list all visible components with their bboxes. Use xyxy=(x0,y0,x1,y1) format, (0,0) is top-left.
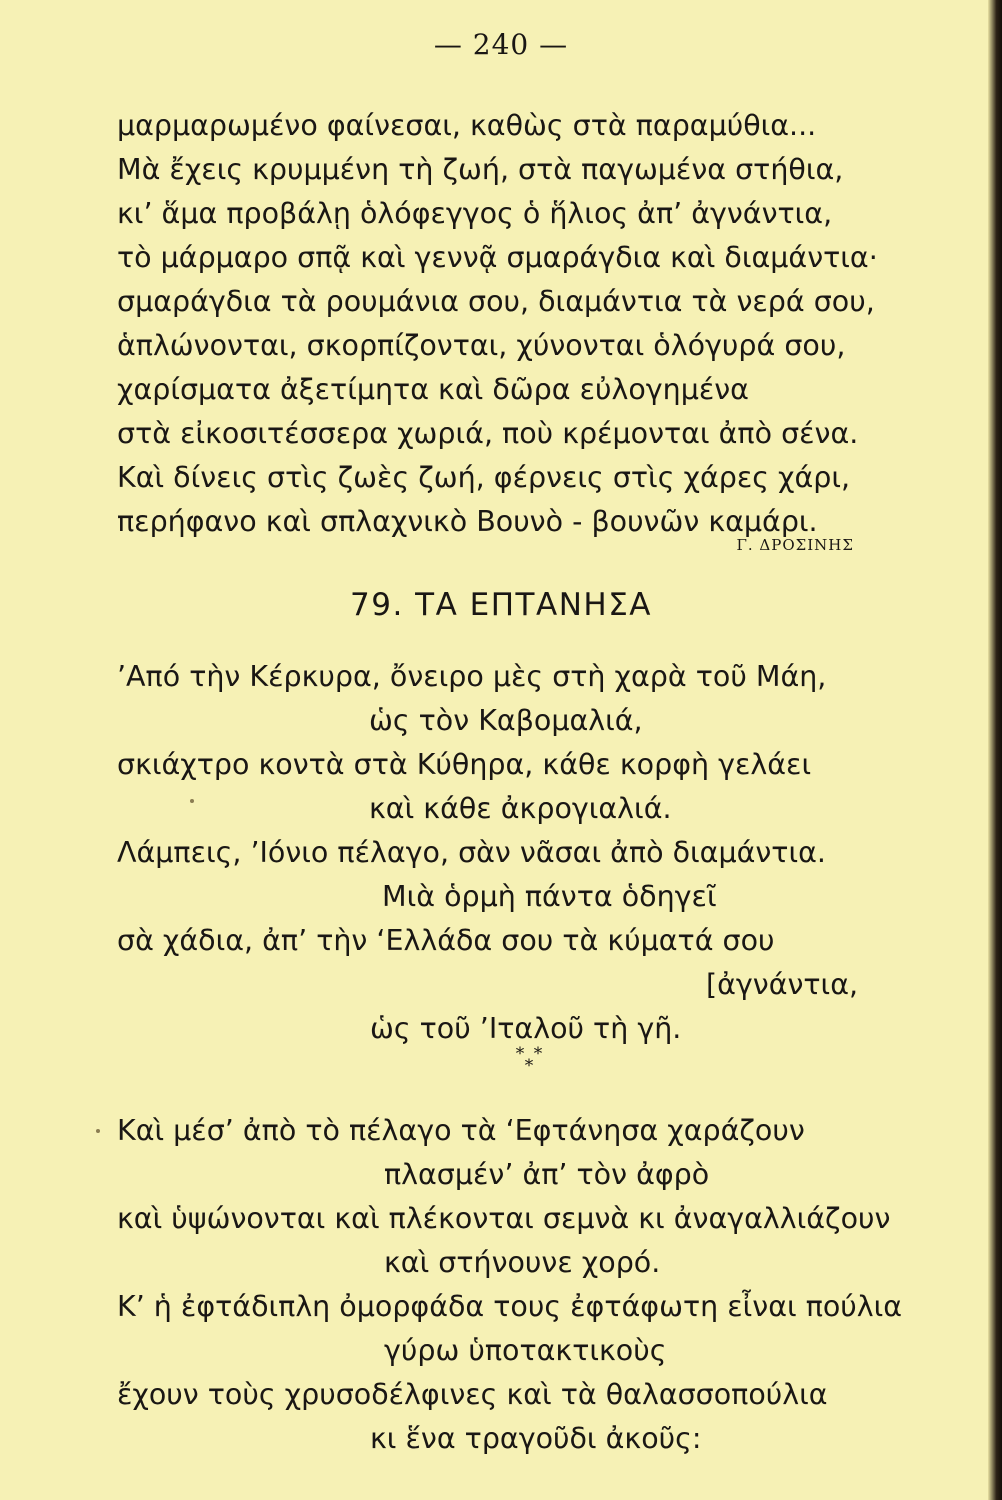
separator-glyph: * * * xyxy=(515,1044,545,1076)
verse-line: σὰ χάδια, ἀπ’ τὴν ‘Ελλάδα σου τὰ κύματά σου xyxy=(117,924,775,957)
verse-line: κι’ ἅμα προβάλῃ ὁλόφεγγος ὁ ἥλιος ἀπ’ ἀγνάντια, xyxy=(117,197,833,230)
verse-line-indented: γύρω ὑποτακτικοὺς xyxy=(384,1334,667,1367)
verse-line: στὰ εἰκοσιτέσσερα χωριά, ποὺ κρέμονται ἀπὸ σένα. xyxy=(117,417,859,450)
verse-line: ’Από τὴν Κέρκυρα, ὄνειρο μὲς στὴ χαρὰ τοῦ Μάη, xyxy=(117,660,827,693)
paper-speck xyxy=(96,1129,100,1133)
verse-line: ἁπλώνονται, σκορπίζονται, χύνονται ὁλόγυρά σου, xyxy=(117,329,846,362)
verse-line-indented: καὶ κάθε ἀκρογιαλιά. xyxy=(369,792,672,825)
verse-line: ἔχουν τοὺς χρυσοδέλφινες καὶ τὰ θαλασσοπούλια xyxy=(117,1378,828,1411)
verse-line-indented: ὡς τοῦ ’Ιταλοῦ τὴ γῆ. xyxy=(370,1012,682,1045)
verse-line: Καὶ μέσ’ ἀπὸ τὸ πέλαγο τὰ ‘Εφτάνησα χαράζουν xyxy=(117,1114,805,1147)
verse-line-continuation: [ἀγνάντια, xyxy=(706,968,859,1001)
verse-line-indented: Μιὰ ὁρμὴ πάντα ὁδηγεῖ xyxy=(382,880,717,913)
author-signature: Γ. ΔΡΟΣΙΝΗΣ xyxy=(736,536,854,554)
verse-line: Λάμπεις, ’Ιόνιο πέλαγο, σὰν νᾶσαι ἀπὸ διαμάντια. xyxy=(117,836,826,869)
verse-line: περήφανο καὶ σπλαχνικὸ Βουνὸ - βουνῶν καμάρι. xyxy=(117,505,818,538)
verse-line-indented: καὶ στήνουνε χορό. xyxy=(384,1246,661,1279)
verse-line: καὶ ὑψώνονται καὶ πλέκονται σεμνὰ κι ἀναγαλλιάζουν xyxy=(117,1202,891,1235)
paper-speck xyxy=(190,799,194,803)
verse-line: Μὰ ἔχεις κρυμμένη τὴ ζωή, στὰ παγωμένα στήθια, xyxy=(117,153,844,186)
poem-title: 79. ΤΑ ΕΠΤΑΝΗΣΑ xyxy=(350,587,652,623)
page-number: — 240 — xyxy=(433,28,569,61)
verse-line-indented: πλασμέν’ ἀπ’ τὸν ἀφρὸ xyxy=(384,1158,710,1191)
verse-line: Κ’ ἡ ἐφτάδιπλη ὀμορφάδα τους ἐφτάφωτη εἶναι πούλια xyxy=(117,1290,903,1323)
verse-line: σμαράγδια τὰ ρουμάνια σου, διαμάντια τὰ νερά σου, xyxy=(117,285,875,318)
asterism-separator xyxy=(510,1044,550,1076)
verse-line-indented: κι ἕνα τραγοῦδι ἀκοῦς: xyxy=(370,1422,702,1455)
verse-line-indented: ὡς τὸν Καβομαλιά, xyxy=(369,704,643,737)
verse-line: τὸ μάρμαρο σπᾷ καὶ γεννᾷ σμαράγδια καὶ διαμάντια· xyxy=(117,241,878,274)
verse-line: σκιάχτρο κοντὰ στὰ Κύθηρα, κάθε κορφὴ γελάει xyxy=(117,748,812,781)
verse-line: χαρίσματα ἀξετίμητα καὶ δῶρα εὐλογημένα xyxy=(117,373,749,406)
page-binding-edge xyxy=(988,0,1002,1500)
verse-line: μαρμαρωμένο φαίνεσαι, καθὼς στὰ παραμύθια... xyxy=(117,109,817,142)
verse-line: Καὶ δίνεις στὶς ζωὲς ζωή, φέρνεις στὶς χάρες χάρι, xyxy=(117,461,851,494)
